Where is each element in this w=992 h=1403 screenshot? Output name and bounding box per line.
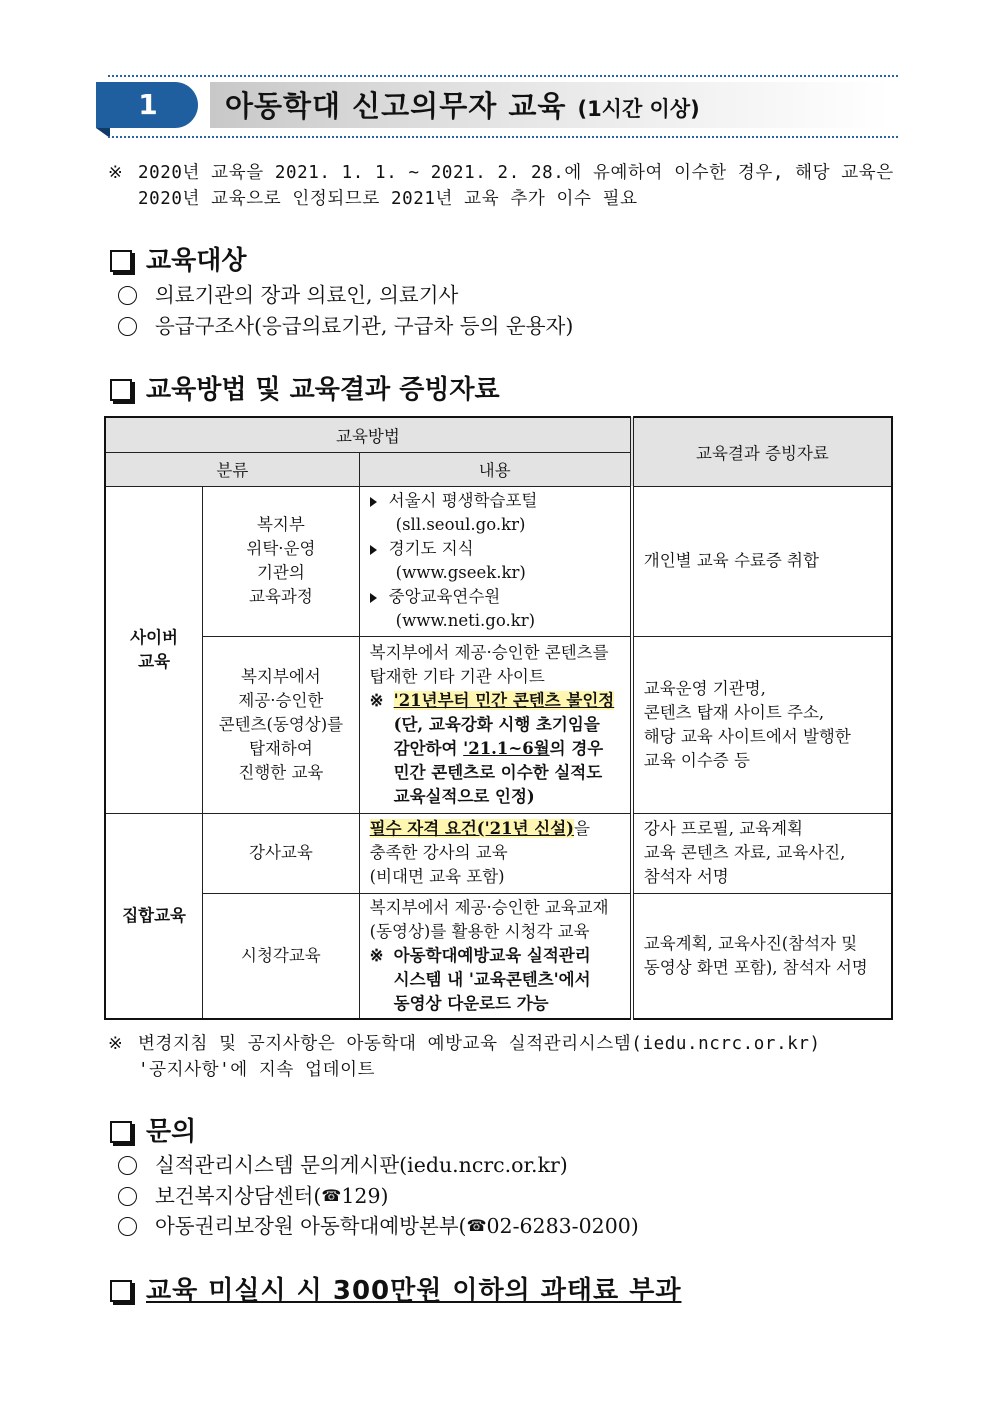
heading-text: 교육 미실시 시 300만원 이하의 과태료 부과	[146, 1276, 682, 1306]
inquiry-item	[118, 1150, 568, 1180]
site-url: (www.gseek.kr)	[395, 563, 526, 582]
phone-icon: ☎	[321, 1186, 342, 1205]
th-method: 교육방법	[105, 417, 632, 452]
row2-subcategory: 복지부에서 제공·승인한 콘텐츠(동영상)를 탑재하여 진행한 교육	[203, 636, 359, 813]
circle-bullet-icon	[118, 1187, 137, 1206]
cyber-category: 사이버 교육	[105, 486, 203, 813]
content-line: 충족한 강사의 교육	[369, 843, 508, 862]
inquiry-item	[118, 1181, 389, 1211]
content-line: 탑재한 기타 기관 사이트	[369, 666, 545, 686]
row4-content	[359, 893, 632, 1019]
checkbox-square-icon	[110, 250, 132, 272]
note-line: 교육실적으로 인정)	[393, 786, 535, 806]
note-mark: ※	[369, 945, 384, 965]
section-heading-method	[108, 374, 500, 406]
circle-bullet-icon	[118, 317, 137, 336]
row1-subcategory: 복지부 위탁·운영 기관의 교육과정	[203, 486, 359, 636]
row3-evidence: 강사 프로필, 교육계획 교육 콘텐츠 자료, 교육사진, 참석자 서명	[632, 813, 892, 893]
section-heading-penalty	[108, 1274, 681, 1308]
th-evidence: 교육결과 증빙자료	[632, 417, 892, 486]
title-text: 아동학대 신고의무자 교육	[225, 89, 567, 123]
section-number: 1	[138, 88, 158, 121]
method-table	[104, 416, 893, 1020]
site-name: 경기도 지식	[388, 539, 474, 558]
note-text: 의 경우	[549, 738, 604, 758]
header-top-dotted-line	[108, 75, 898, 77]
row1-evidence: 개인별 교육 수료증 취합	[632, 486, 892, 636]
item-text: 02-6283-0200)	[486, 1214, 639, 1238]
row4-evidence: 교육계획, 교육사진(참석자 및 동영상 화면 포함), 참석자 서명	[632, 893, 892, 1019]
row1-content	[359, 486, 632, 636]
th-content: 내용	[359, 452, 632, 486]
site-name: 중앙교육연수원	[388, 587, 501, 606]
underlined-text: '21.1~6월	[463, 738, 550, 758]
content-line: 복지부에서 제공·승인한 콘텐츠를	[369, 642, 609, 662]
row3-subcategory: 강사교육	[203, 813, 359, 893]
note-line-2: 2020년 교육으로 인정되므로 2021년 교육 추가 이수 필요	[138, 189, 638, 209]
content-line: (동영상)를 활용한 시청각 교육	[369, 921, 590, 941]
item-text: 실적관리시스템 문의게시판(iedu.ncrc.or.kr)	[155, 1153, 568, 1177]
checkbox-square-icon	[110, 379, 132, 401]
note-mark: ※	[108, 163, 124, 183]
row2-evidence: 교육운영 기관명, 콘텐츠 탑재 사이트 주소, 해당 교육 사이트에서 발행한 교육 이수증 등	[632, 636, 892, 813]
section-heading-inquiry	[108, 1116, 196, 1148]
th-category: 분류	[105, 452, 359, 486]
note-line: 민간 콘텐츠로 이수한 실적도	[393, 762, 603, 782]
triangle-bullet-icon	[370, 545, 377, 555]
circle-bullet-icon	[118, 286, 137, 305]
note-text: 감안하여	[393, 738, 464, 758]
heading-text: 교육방법 및 교육결과 증빙자료	[146, 375, 500, 405]
site-name: 서울시 평생학습포털	[388, 491, 538, 510]
page-title	[225, 86, 700, 129]
group-category: 집합교육	[105, 813, 203, 1019]
circle-bullet-icon	[118, 1156, 137, 1175]
note-mark: ※	[369, 690, 384, 710]
item-text: 아동권리보장원 아동학대예방본부(	[155, 1214, 467, 1238]
update-note	[108, 1031, 821, 1083]
circle-bullet-icon	[118, 1217, 137, 1236]
checkbox-square-icon	[110, 1280, 132, 1302]
row4-subcategory: 시청각교육	[203, 893, 359, 1019]
content-text: 을	[573, 819, 590, 838]
target-item	[118, 311, 573, 341]
triangle-bullet-icon	[370, 497, 377, 507]
note-text: 아동학대예방교육 실적관리	[393, 945, 591, 965]
header-bottom-dotted-line	[108, 136, 898, 138]
title-note: (1시간 이상)	[577, 97, 700, 121]
item-text: 의료기관의 장과 의료인, 의료기사	[155, 283, 459, 307]
note-line-1: 변경지침 및 공지사항은 아동학대 예방교육 실적관리시스템(iedu.ncrc.or.kr)	[138, 1034, 821, 1054]
target-item	[118, 280, 458, 310]
phone-icon: ☎	[466, 1216, 487, 1235]
note-line: 동영상 다운로드 가능	[393, 993, 549, 1013]
highlight-text: '21년부터 민간 콘텐츠 불인정	[393, 690, 615, 710]
content-line: (비대면 교육 포함)	[369, 867, 505, 886]
note-line: (단, 교육강화 시행 초기임을	[393, 714, 600, 734]
content-line: 복지부에서 제공·승인한 교육교재	[369, 897, 609, 917]
note-mark: ※	[108, 1034, 124, 1054]
site-url: (www.neti.go.kr)	[395, 611, 536, 630]
triangle-bullet-icon	[370, 593, 377, 603]
top-note	[108, 160, 894, 212]
row2-content	[359, 636, 632, 813]
note-line-1: 2020년 교육을 2021. 1. 1. ~ 2021. 2. 28.에 유예하여 이수한 경우, 해당 교육은	[138, 163, 894, 183]
heading-text: 교육대상	[146, 246, 247, 276]
note-line: 시스템 내 '교육콘텐츠'에서	[393, 969, 591, 989]
inquiry-item	[118, 1211, 639, 1241]
section-heading-target	[108, 245, 246, 277]
item-text: 보건복지상담센터(	[155, 1184, 322, 1208]
item-text: 129)	[341, 1184, 389, 1208]
highlight-text: 필수 자격 요건('21년 신설)	[369, 819, 574, 838]
item-text: 응급구조사(응급의료기관, 구급차 등의 운용자)	[155, 314, 574, 338]
checkbox-square-icon	[110, 1121, 132, 1143]
site-url: (sll.seoul.go.kr)	[395, 515, 526, 534]
heading-text: 문의	[146, 1117, 197, 1147]
row3-content	[359, 813, 632, 893]
note-line-2: '공지사항'에 지속 업데이트	[138, 1060, 376, 1080]
